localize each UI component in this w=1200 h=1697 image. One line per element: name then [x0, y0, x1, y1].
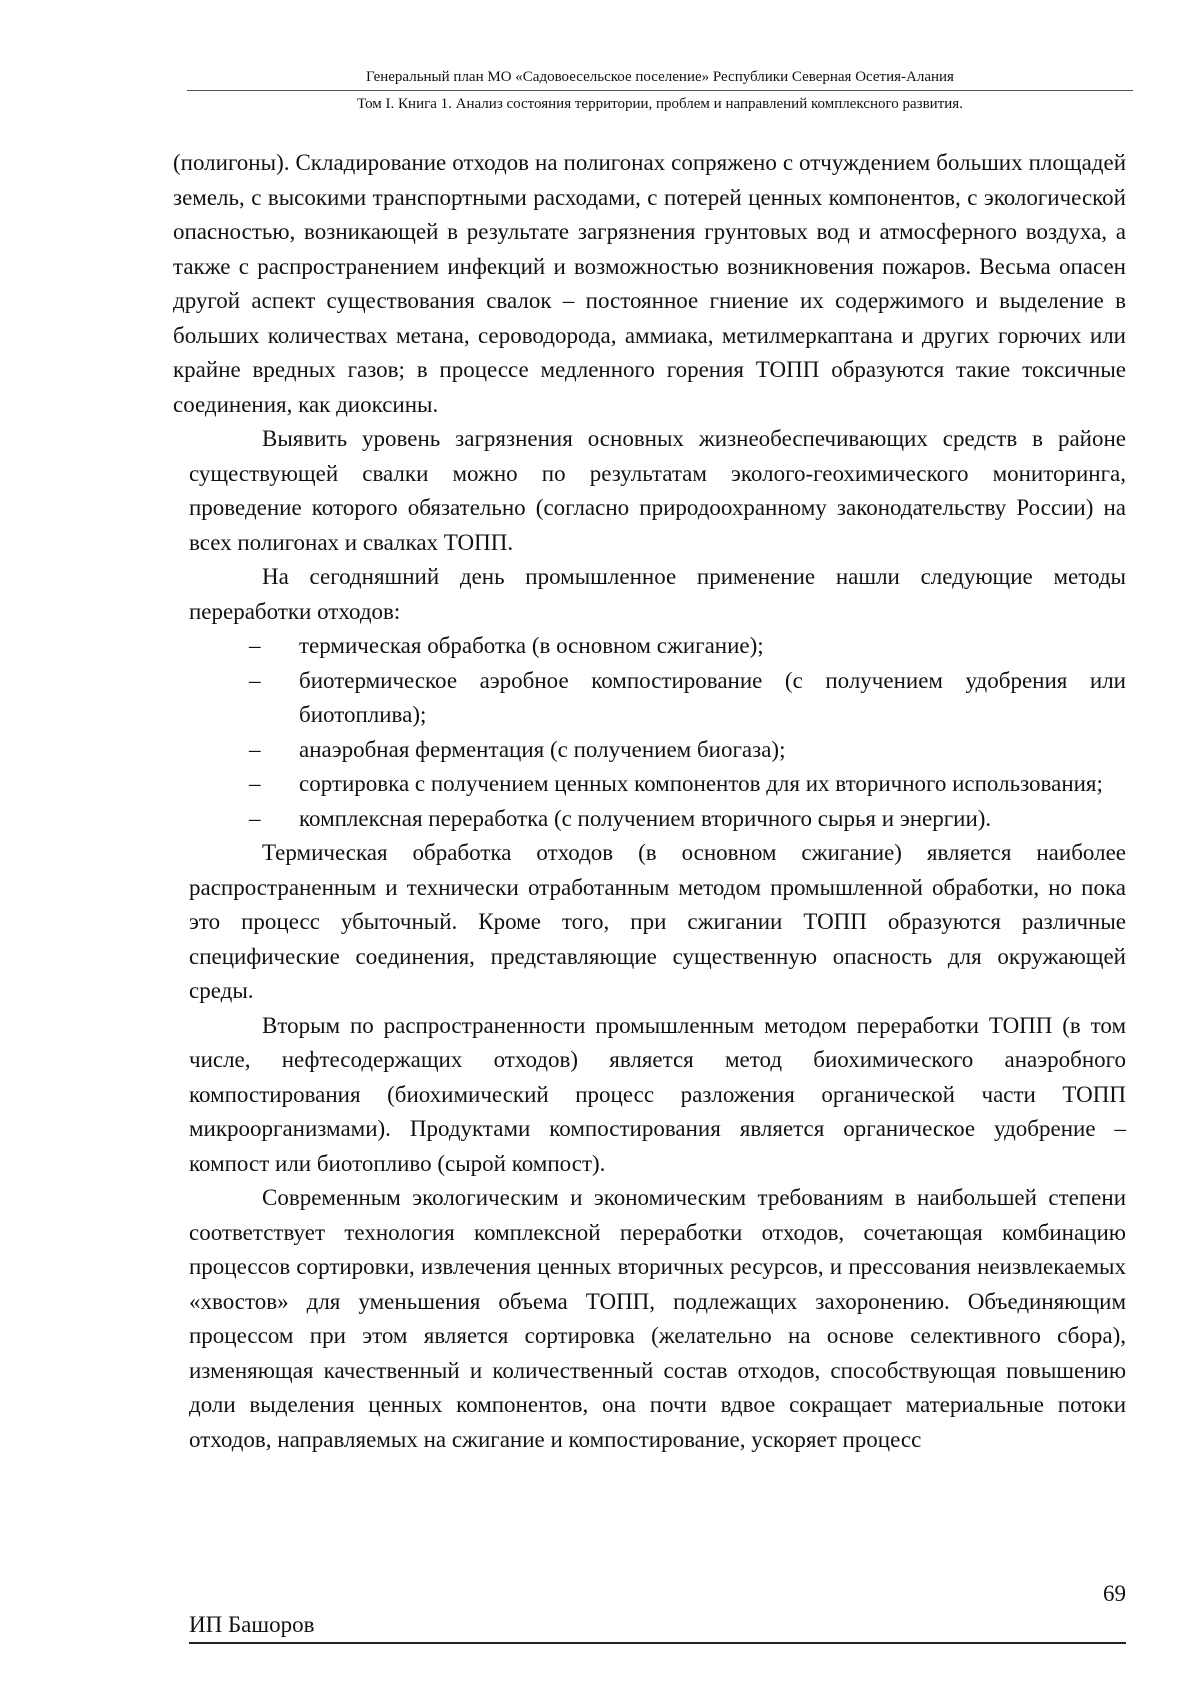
page-footer	[189, 1610, 1126, 1644]
footer-author: ИП Башоров	[189, 1612, 315, 1637]
list-item-text: анаэробная ферментация (с получением биогаза);	[299, 736, 786, 762]
paragraph-1: (полигоны). Складирование отходов на полигонах сопряжено с отчуждением больших площадей земель, с высокими транспортными расходами, с потерей ценных компонентов, с экологической опасностью, возникающей в результате загрязнения грунтовых вод и атмосферного воздуха, а также с распространением инфекций и возможностью возникновения пожаров. Весьма опасен другой аспект существования свалок – постоянное гниение их содержимого и выделение в больших количествах метана, сероводорода, аммиака, метилмеркаптана и других горючих или крайне вредных газов; в процессе медленного горения ТОПП образуются такие токсичные соединения, как диоксины.	[173, 150, 1126, 417]
list-dash: –	[249, 736, 261, 762]
header-subtitle: Том I. Книга 1. Анализ состояния территории, проблем и направлений комплексного развития.	[357, 96, 963, 112]
paragraph-6: Современным экологическим и экономическим требованиям в наибольшей степени соответствует технология комплексной переработки отходов, сочетающая комбинацию процессов сортировки, извлечения ценных вторичных ресурсов, и прессования неизвлекаемых «хвостов» для уменьшения объема ТОПП, подлежащих захоронению. Объединяющим процессом при этом является сортировка (желательно на основе селективного сбора), изменяющая качественный и количественный состав отходов, способствующая повышению доли выделения ценных компонентов, она почти вдвое сокращает материальные потоки отходов, направляемых на сжигание и компостирование, ускоряет процесс	[189, 1185, 1126, 1452]
paragraph-5: Вторым по распространенности промышленным методом переработки ТОПП (в том числе, нефтесодержащих отходов) является метод биохимического анаэробного компостирования (биохимический процесс разложения органической части ТОПП микроорганизмами). Продуктами компостирования является органическое удобрение – компост или биотопливо (сырой компост).	[189, 1012, 1126, 1176]
list-dash: –	[249, 771, 261, 796]
list-item	[189, 767, 1126, 802]
list-item-text: комплексная переработка (с получением вторичного сырья и энергии).	[299, 805, 992, 831]
paragraph-4: Термическая обработка отходов (в основном сжигание) является наиболее распространенным и технически отработанным методом промышленной обработки, но пока это процесс убыточный. Кроме того, при сжигании ТОПП образуются различные специфические соединения, представляющие существенную опасность для окружающей среды.	[189, 840, 1126, 1003]
list-item-text: сортировка с получением ценных компонентов для их вторичного использования;	[299, 771, 1103, 796]
page-number: 69	[1103, 1581, 1126, 1606]
methods-list	[189, 629, 1126, 836]
paragraph-2: Выявить уровень загрязнения основных жизнеобеспечивающих средств в районе существующей свалки можно по результатам эколого-геохимического мониторинга, проведение которого обязательно (согласно природоохранному законодательству России) на всех полигонах и свалках ТОПП.	[189, 426, 1126, 555]
list-dash: –	[249, 667, 261, 693]
header-title: Генеральный план МО «Садовоесельское поселение» Республики Северная Осетия-Алания	[187, 66, 1133, 91]
list-item	[189, 802, 1126, 837]
list-item-text: термическая обработка (в основном сжигание);	[299, 633, 764, 658]
list-item	[189, 629, 1126, 664]
page-header	[187, 66, 1133, 115]
document-body	[173, 146, 1126, 1457]
list-dash: –	[249, 805, 261, 831]
paragraph-3: На сегодняшний день промышленное применение нашли следующие методы переработки отходов:	[189, 564, 1126, 624]
list-dash: –	[249, 633, 261, 658]
list-item	[189, 664, 1126, 733]
list-item-text: биотермическое аэробное компостирование (с получением удобрения или биотоплива);	[299, 667, 1126, 727]
list-item	[189, 733, 1126, 768]
